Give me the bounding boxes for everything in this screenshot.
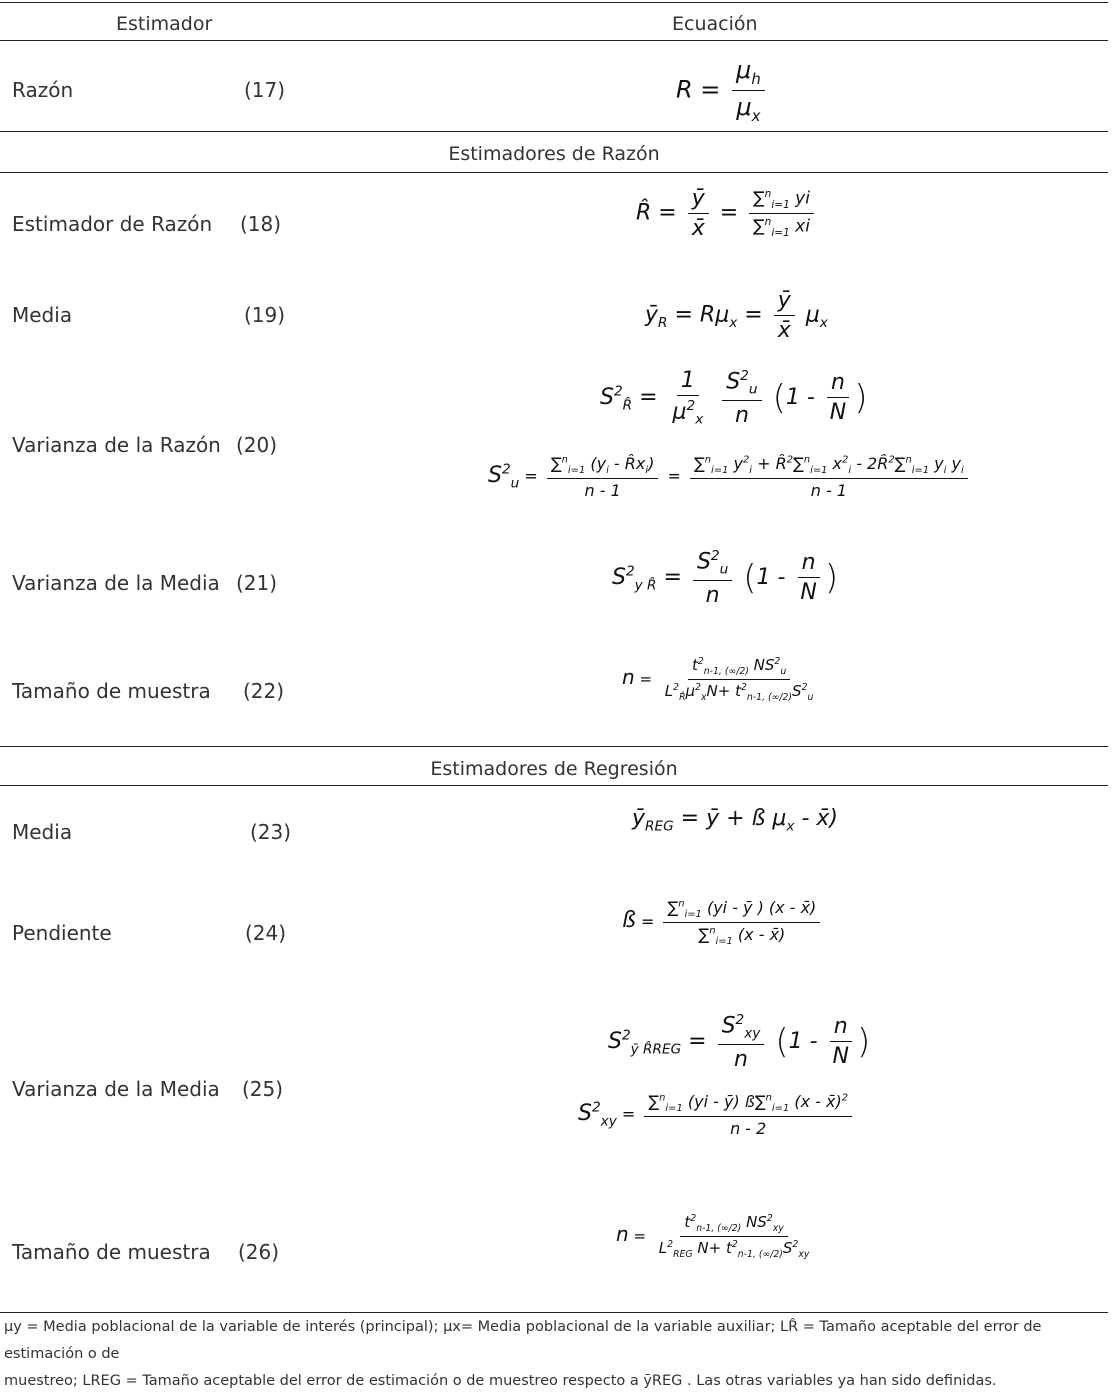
section-title-ratio: Estimadores de Razón: [448, 143, 660, 165]
header-rule: [0, 40, 1108, 41]
equation-26: n = $\frac{t^2_{n-1, (\infty/2)} NS^2_{xy}}{L^2_{REG} N+ t^2_{n-1, (\infty/2)}S^2_{xy}}$: [616, 1213, 810, 1260]
header-equation: Ecuación: [672, 13, 758, 35]
section-rule: [0, 785, 1108, 786]
equation-25b: $S^2_{xy}$ = $\frac{\sum^n_{i=1} (yi - ȳ) ß\sum^n_{i=1} (x - x̄)^2}{n - 2}$: [578, 1092, 856, 1138]
row-number: (17): [244, 78, 286, 102]
row-label: Varianza de la Razón: [12, 433, 221, 457]
section-rule: [0, 172, 1108, 173]
equation-19: $ȳ_R = R\mu_x$ = $\frac{ȳ}{x̄}$ $\mu_x$: [645, 288, 828, 343]
equation-21: $S^2_{y R̂}$ = $\frac{S^2_u}{n}$ (1 - $\frac{n}{N}$ ): [612, 548, 839, 608]
row-number: (22): [243, 679, 285, 703]
row-label: Media: [12, 303, 73, 327]
row-number: (19): [244, 303, 286, 327]
equation-20a: $S^2_{R̂}$ = $\frac{1}{\mu^2_x}$ $\frac{S^2_u}{n}$ (1 - $\frac{n}{N}$ ): [600, 368, 868, 428]
row-number: (21): [236, 571, 278, 595]
section-rule: [0, 746, 1108, 747]
row-number: (24): [245, 921, 287, 945]
equation-23: $ȳ_{REG}$ = ȳ + ß $\mu_x$ - x̄): [632, 806, 838, 835]
row-label: Pendiente: [12, 921, 112, 945]
header-estimator: Estimador: [116, 13, 213, 35]
row-label: Tamaño de muestra: [12, 1240, 211, 1264]
footnote-line-2: muestreo; LREG = Tamaño aceptable del error de estimación o de muestreo respecto a ȳREG . Las otras variables ya han sido definidas.: [4, 1373, 997, 1389]
equation-25a: $S^2_{ȳ R̂REG}$ = $\frac{S^2_{xy}}{n}$ (1 - $\frac{n}{N}$ ): [608, 1012, 871, 1072]
row-number: (18): [240, 212, 282, 236]
equation-24: ß = $\frac{\sum^n_{i=1} (yi - ȳ ) (x - x̄)}{\sum^n_{i=1} (x - x̄)}$: [622, 898, 824, 947]
row-number: (25): [242, 1077, 284, 1101]
footnote-line-1: μy = Media poblacional de la variable de interés (principal); μx= Media poblacional de la variable auxiliar; LR̂ = Tamaño aceptable del error de estimación o de: [4, 1319, 1042, 1362]
row-label: Media: [12, 820, 73, 844]
row-label: Razón: [12, 78, 74, 102]
top-rule: [0, 2, 1108, 3]
row-number: (26): [238, 1240, 280, 1264]
row-label: Tamaño de muestra: [12, 679, 211, 703]
footnote-rule: [0, 1312, 1108, 1313]
section-rule: [0, 131, 1108, 132]
equation-20b: $S^2_u$ = $\frac{\sum^n_{i=1} (y_i - R̂x_i)}{n - 1}$ = $\frac{\sum^n_{i=1} y^2_i + R̂^2\sum^n_{i=1} x^2_i - 2R̂^2\sum^n_{i=1} y_i y_i}{n - 1}$: [488, 454, 972, 500]
footnote: [4, 1314, 1108, 1395]
equation-22: n = $\frac{t^2_{n-1, (\infty/2)} NS^2_u}{L^2_{R̂}\mu^2_xN+ t^2_{n-1, (\infty/2)}S^2_u}$: [622, 656, 814, 703]
equation-18: R̂ = $\frac{ȳ}{x̄}$ = $\frac{\sum^n_{i=1} yi}{\sum^n_{i=1} xi}$: [636, 186, 818, 241]
row-number: (20): [236, 433, 278, 457]
row-number: (23): [250, 820, 292, 844]
row-label: Varianza de la Media: [12, 1077, 220, 1101]
row-label: Varianza de la Media: [12, 571, 220, 595]
equation-17: R = $\frac{\mu_h}{\mu_x}$: [676, 56, 769, 125]
section-title-regression: Estimadores de Regresión: [430, 758, 678, 780]
row-label: Estimador de Razón: [12, 212, 213, 236]
